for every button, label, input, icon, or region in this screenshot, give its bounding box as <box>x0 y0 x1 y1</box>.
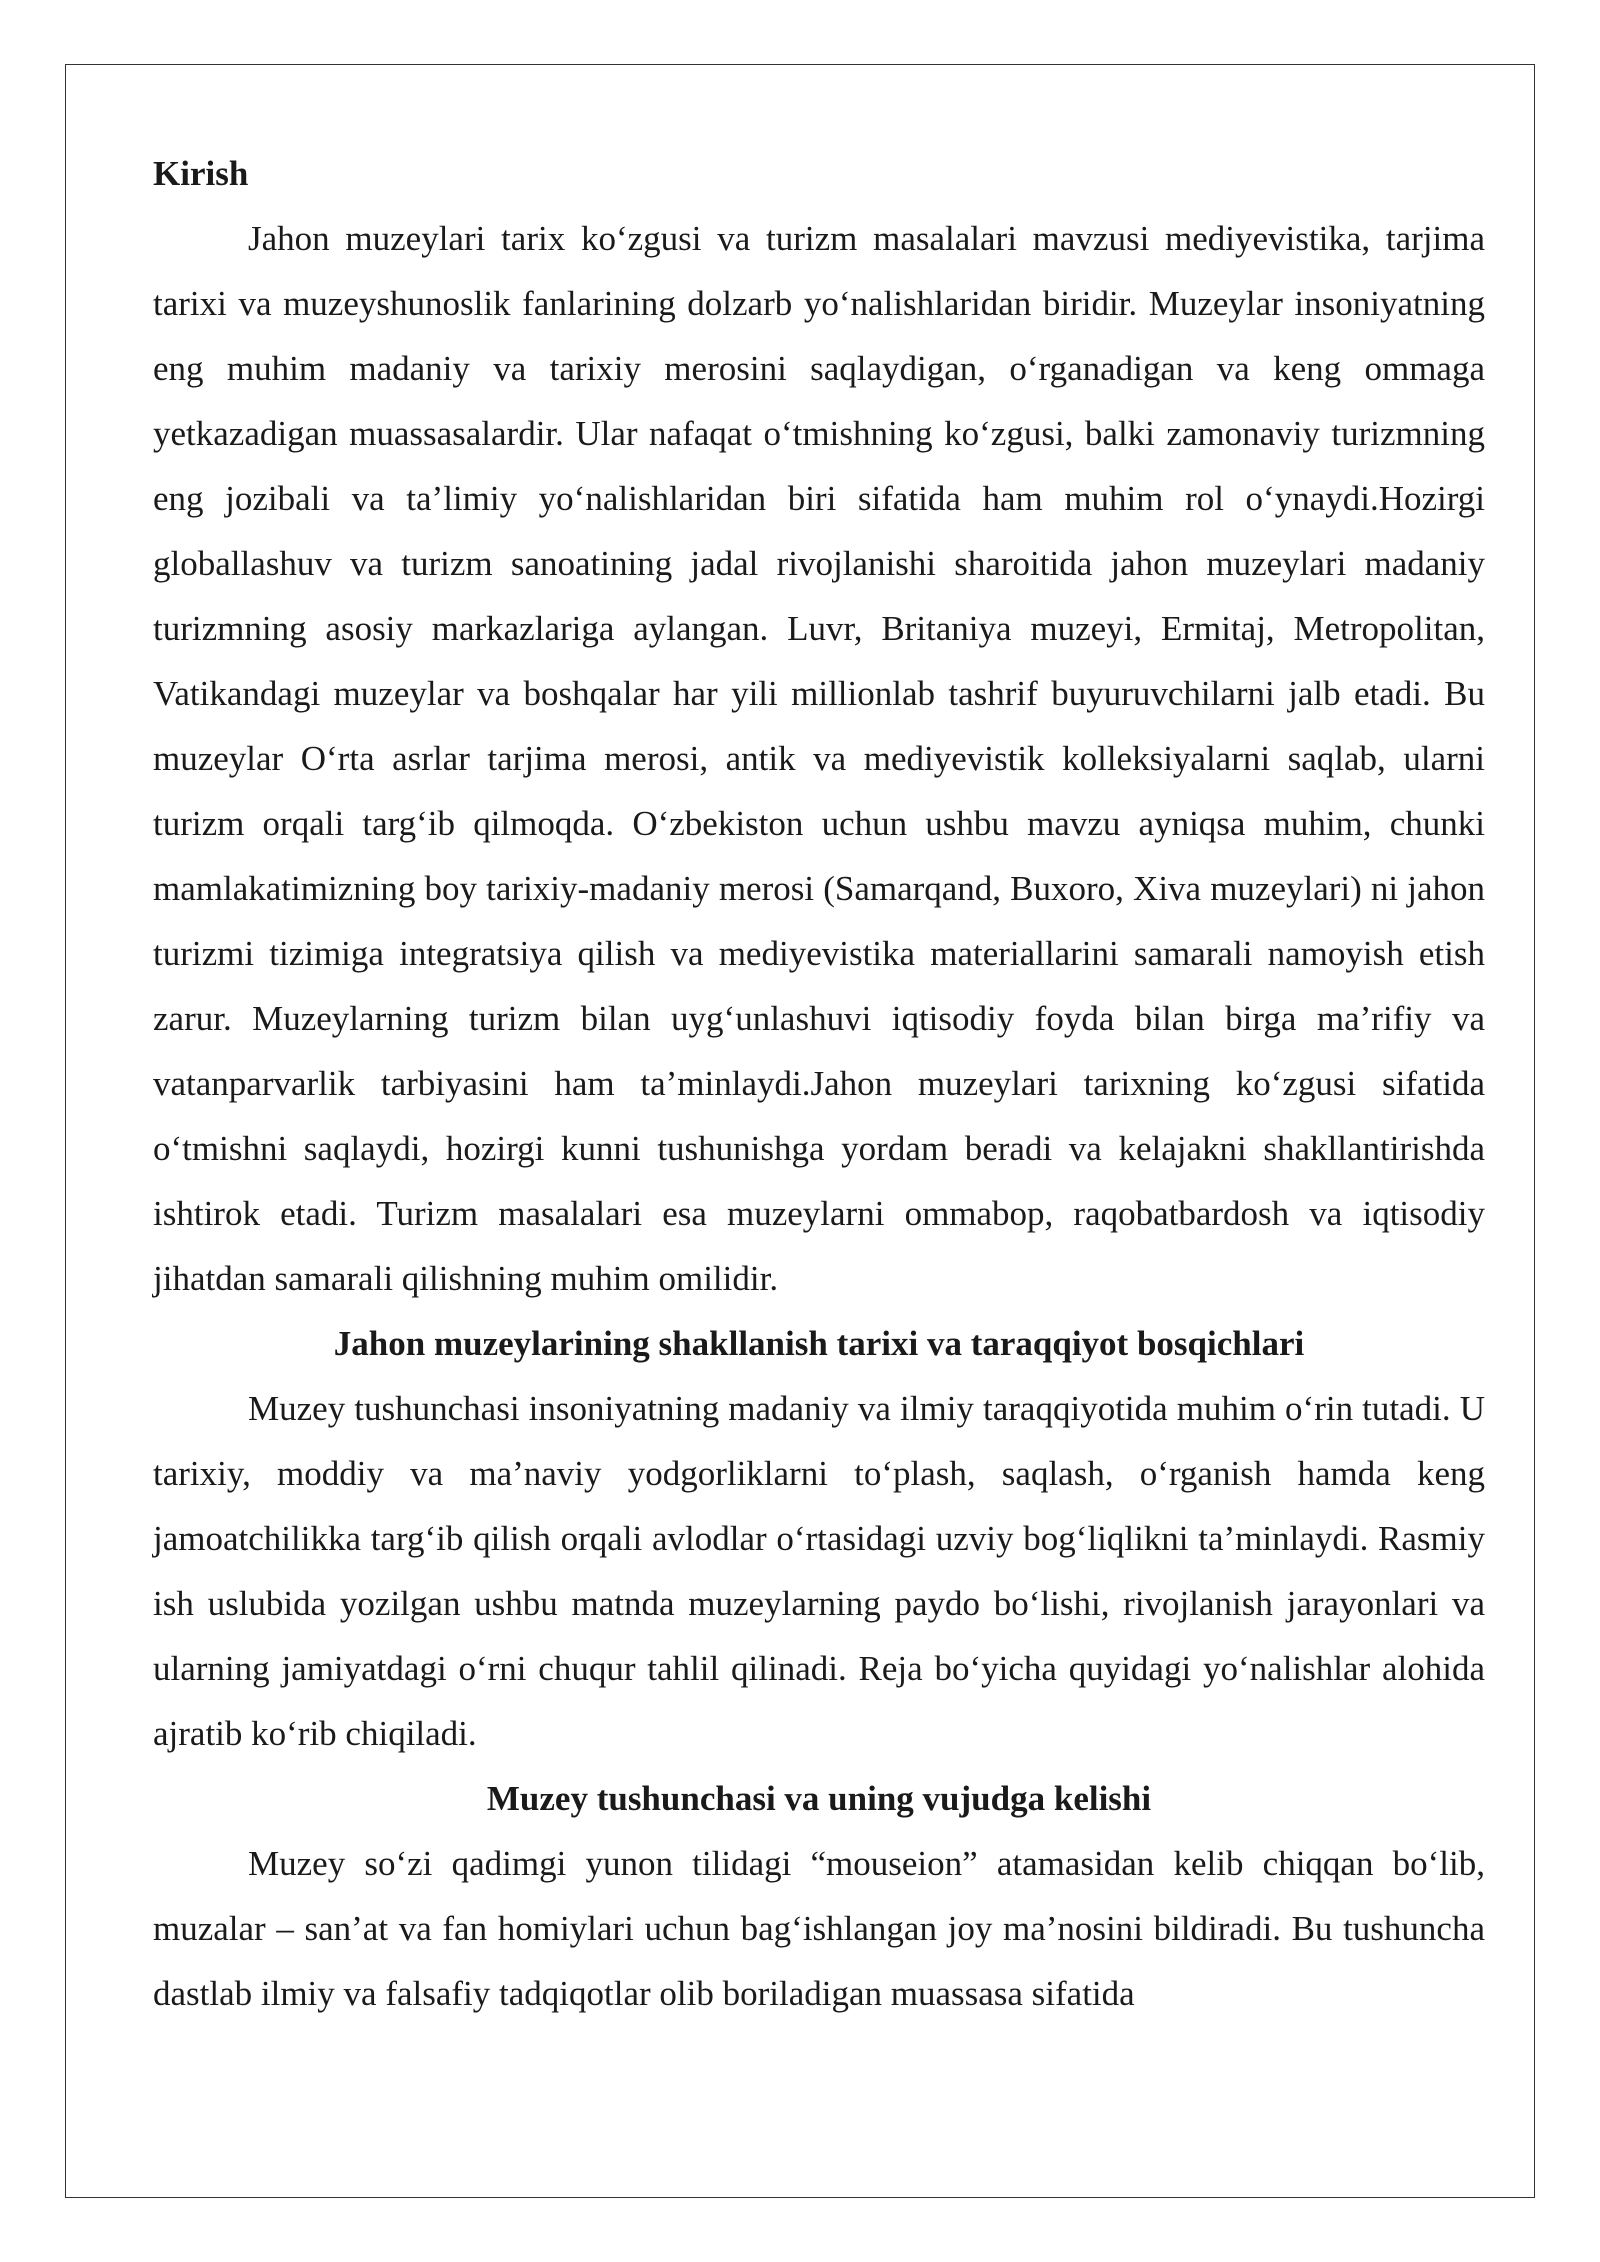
intro-heading: Kirish <box>153 154 249 193</box>
section-heading-history: Jahon muzeylarining shakllanish tarixi va taraqqiyot bosqichlari <box>333 1324 1305 1363</box>
section-heading-museum-concept: Muzey tushunchasi va uning vujudga kelishi <box>486 1779 1152 1818</box>
document-body <box>153 141 1485 2026</box>
museum-concept-paragraph: Muzey so‘zi qadimgi yunon tilidagi “mouseion” atamasidan kelib chiqqan bo‘lib, muzalar – san’at va fan homiylari uchun bag‘ishlangan joy ma’nosini bildiradi. Bu tushuncha dastlab ilmiy va falsafiy tadqiqotlar olib boriladigan muassasa sifatida <box>153 1844 1485 2013</box>
intro-paragraph: Jahon muzeylari tarix ko‘zgusi va turizm masalalari mavzusi mediyevistika, tarjima tarixi va muzeyshunoslik fanlarining dolzarb yo‘nalishlaridan biridir. Muzeylar insoniyatning eng muhim madaniy va tarixiy merosini saqlaydigan, o‘rganadigan va keng ommaga yetkazadigan muassasalardir. Ular nafaqat o‘tmishning ko‘zgusi, balki zamonaviy turizmning eng jozibali va ta’limiy yo‘nalishlaridan biri sifatida ham muhim rol o‘ynaydi.Hozirgi globallashuv va turizm sanoatining jadal rivojlanishi sharoitida jahon muzeylari madaniy turizmning asosiy markazlariga aylangan. Luvr, Britaniya muzeyi, Ermitaj, Metropolitan, Vatikandagi muzeylar va boshqalar har yili millionlab tashrif buyuruvchilarni jalb etadi. Bu muzeylar O‘rta asrlar tarjima merosi, antik va mediyevistik kolleksiyalarni saqlab, ularni turizm orqali targ‘ib qilmoqda. O‘zbekiston uchun ushbu mavzu ayniqsa muhim, chunki mamlakatimizning boy tarixiy-madaniy merosi (Samarqand, Buxoro, Xiva muzeylari) ni jahon turizmi tizimiga integratsiya qilish va mediyevistika materiallarini samarali namoyish etish zarur. Muzeylarning turizm bilan uyg‘unlashuvi iqtisodiy foyda bilan birga ma’rifiy va vatanparvarlik tarbiyasini ham ta’minlaydi.Jahon muzeylari tarixning ko‘zgusi sifatida o‘tmishni saqlaydi, hozirgi kunni tushunishga yordam beradi va kelajakni shakllantirishda ishtirok etadi. Turizm masalalari esa muzeylarni ommabop, raqobatbardosh va iqtisodiy jihatdan samarali qilishning muhim omilidir. <box>153 219 1485 1298</box>
history-paragraph: Muzey tushunchasi insoniyatning madaniy va ilmiy taraqqiyotida muhim o‘rin tutadi. U tarixiy, moddiy va ma’naviy yodgorliklarni to‘plash, saqlash, o‘rganish hamda keng jamoatchilikka targ‘ib qilish orqali avlodlar o‘rtasidagi uzviy bog‘liqlikni ta’minlaydi. Rasmiy ish uslubida yozilgan ushbu matnda muzeylarning paydo bo‘lishi, rivojlanish jarayonlari va ularning jamiyatdagi o‘rni chuqur tahlil qilinadi. Reja bo‘yicha quyidagi yo‘nalishlar alohida ajratib ko‘rib chiqiladi. <box>153 1389 1485 1753</box>
